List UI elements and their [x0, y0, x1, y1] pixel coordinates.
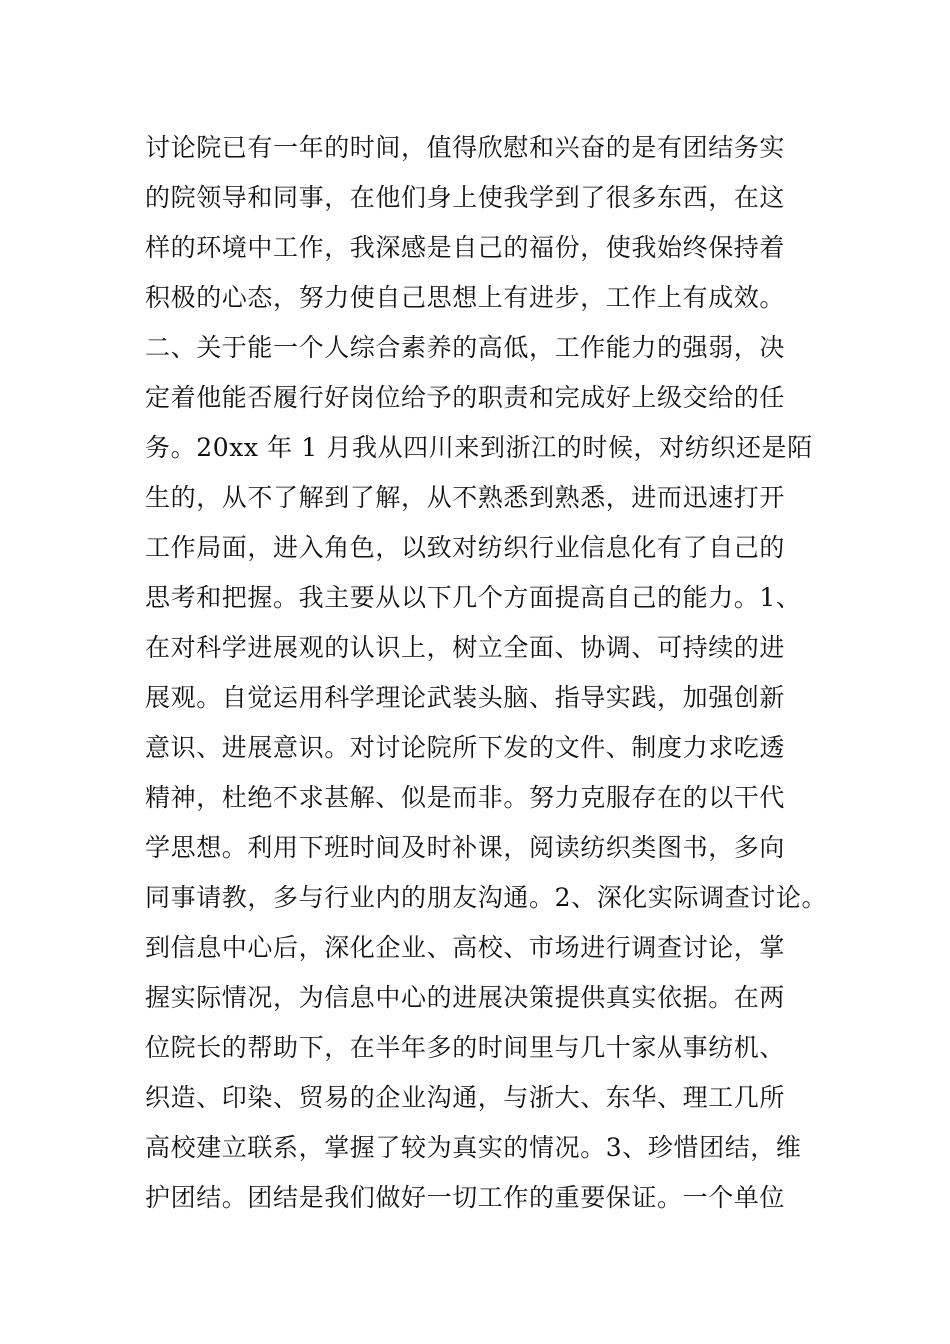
- text-line: 积极的心态，努力使自己思想上有进步，工作上有成效。: [145, 283, 786, 312]
- text-line: 的院领导和同事，在他们身上使我学到了很多东西，在这: [145, 183, 786, 212]
- text-line: 展观。自觉运用科学理论武装头脑、指导实践，加强创新: [145, 683, 786, 712]
- text-line: 同事请教，多与行业内的朋友沟通。2、深化实际调查讨论。: [145, 883, 828, 912]
- text-line: 讨论院已有一年的时间，值得欣慰和兴奋的是有团结务实: [145, 133, 786, 162]
- text-line: 定着他能否履行好岗位给予的职责和完成好上级交给的任: [145, 383, 786, 412]
- text-line: 意识、进展意识。对讨论院所下发的文件、制度力求吃透: [145, 733, 786, 762]
- text-line: 样的环境中工作，我深感是自己的福份，使我始终保持着: [145, 233, 786, 262]
- text-line: 位院长的帮助下，在半年多的时间里与几十家从事纺机、: [145, 1033, 786, 1062]
- text-line: 生的，从不了解到了解，从不熟悉到熟悉，进而迅速打开: [145, 483, 786, 512]
- text-line: 在对科学进展观的认识上，树立全面、协调、可持续的进: [145, 633, 786, 662]
- text-line: 握实际情况，为信息中心的进展决策提供真实依据。在两: [145, 983, 786, 1012]
- text-line: 二、关于能一个人综合素养的高低，工作能力的强弱，决: [145, 333, 786, 362]
- text-line: 高校建立联系，掌握了较为真实的情况。3、珍惜团结，维: [145, 1133, 802, 1162]
- text-line: 到信息中心后，深化企业、高校、市场进行调查讨论，掌: [145, 933, 786, 962]
- text-line: 思考和把握。我主要从以下几个方面提高自己的能力。1、: [145, 583, 802, 612]
- text-line: 务。20xx 年 1 月我从四川来到浙江的时候，对纺织还是陌: [145, 433, 813, 462]
- body-text: [145, 123, 835, 1223]
- text-line: 工作局面，进入角色，以致对纺织行业信息化有了自己的: [145, 533, 786, 562]
- text-line: 精神，杜绝不求甚解、似是而非。努力克服存在的以干代: [145, 783, 786, 812]
- text-line: 织造、印染、贸易的企业沟通，与浙大、东华、理工几所: [145, 1083, 786, 1112]
- text-line: 护团结。团结是我们做好一切工作的重要保证。一个单位: [145, 1183, 786, 1212]
- text-line: 学思想。利用下班时间及时补课，阅读纺织类图书，多向: [145, 833, 786, 862]
